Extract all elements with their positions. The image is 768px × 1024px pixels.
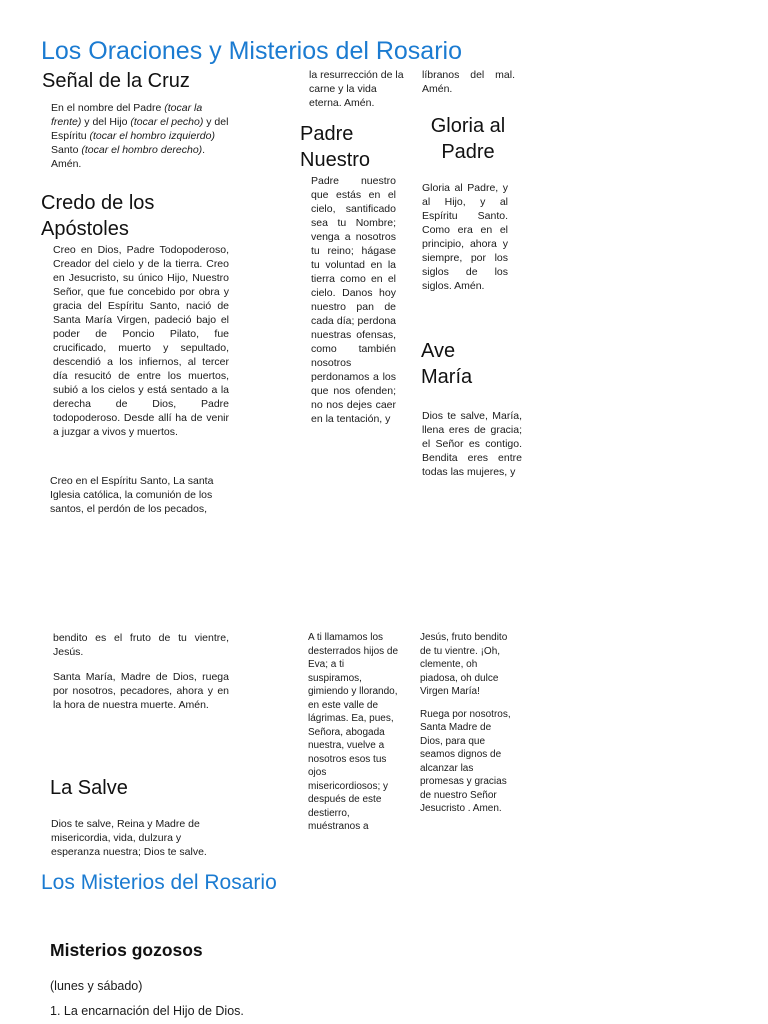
ave-maria-heading: Ave María: [421, 340, 473, 388]
senal-instruction-4: (tocar el hombro derecho): [81, 144, 203, 156]
page-title: Los Oraciones y Misterios del Rosario: [41, 37, 462, 65]
senal-instruction-1: (tocar la frente): [51, 102, 203, 128]
credo-continuation: la resurrección de la carne y la vida eterna. Amén.: [309, 69, 404, 109]
senal-text-3: y del Espíritu: [51, 116, 229, 142]
misterio-item-1: 1. La encarnación del Hijo de Dios.: [50, 1004, 244, 1018]
misterios-gozosos-heading: Misterios gozosos: [50, 940, 203, 960]
credo-paragraph-1: Creo en Dios, Padre Todopoderoso, Creador del cielo y de la tierra. Creo en Jesucristo, su único Hijo, Nuestro Señor, que fue concebido por obra y gracia del Espíritu Santo, nació de Santa María Virgen, padeció bajo el poder de Poncio Pilato, fue crucificado, muerto y sepultado, descendió a los infiernos, al tercer día resucitó de entre los muertos, subió a los cielos y está sentado a la derecha de Dios, Padre todopoderoso. Desde allí ha de venir a juzgar a vivos y muertos.: [53, 244, 229, 438]
misterios-title: Los Misterios del Rosario: [41, 871, 277, 894]
gloria-body: Gloria al Padre, y al Hijo, y al Espíritu Santo. Como era en el principio, ahora y siempre, por los siglos de los siglos. Amén.: [422, 182, 508, 292]
lower-column-1-text: [53, 631, 229, 712]
credo-heading: Credo de los Apóstoles: [41, 192, 155, 240]
santa-maria-body: Santa María, Madre de Dios, ruega por nosotros, pecadores, ahora y en la hora de nuestra muerte. Amén.: [53, 671, 229, 711]
senal-heading: Señal de la Cruz: [42, 70, 190, 92]
credo-paragraph-2: Creo en el Espíritu Santo, La santa Iglesia católica, la comunión de los santos, el perdón de los pecados,: [50, 475, 214, 515]
ave-maria-body: Dios te salve, María, llena eres de gracia; el Señor es contigo. Bendita eres entre todas las mujeres, y: [422, 410, 522, 478]
ruega-body: Ruega por nosotros, Santa Madre de Dios, para que seamos dignos de alcanzar las promesas y gracias de nuestro Señor Jesucristo . Amen.: [420, 708, 511, 814]
padre-nuestro-heading: Padre Nuestro: [300, 123, 371, 171]
padre-nuestro-continuation: líbranos del mal. Amén.: [422, 69, 515, 95]
senal-instruction-3: (tocar el hombro izquierdo): [89, 130, 215, 142]
padre-nuestro-body: Padre nuestro que estás en el cielo, santificado sea tu Nombre; venga a nosotros tu reino; hágase tu voluntad en la tierra como en el cielo. Danos hoy nuestro pan de cada día; perdona nuestras ofensas, como también nosotros perdonamos a los que nos ofenden; no nos dejes caer en la tentación, y: [311, 175, 396, 425]
senal-body: [51, 101, 229, 171]
salve-body: Dios te salve, Reina y Madre de misericordia, vida, dulzura y esperanza nuestra; Dios te salve.: [51, 818, 207, 858]
senal-text-5: . Amén.: [51, 144, 206, 170]
senal-text-2: y del Hijo: [81, 116, 131, 128]
lower-column-3-text: [420, 631, 516, 816]
gloria-heading: Gloria al Padre: [430, 115, 506, 163]
senal-text-1: En el nombre del Padre: [51, 102, 165, 114]
misterios-days: (lunes y sábado): [50, 979, 143, 993]
senal-text-4: Santo: [51, 144, 82, 156]
salve-continuation-2: Jesús, fruto bendito de tu vientre. ¡Oh, clemente, oh piadosa, oh dulce Virgen María!: [420, 632, 508, 697]
salve-heading: La Salve: [50, 777, 128, 799]
ave-maria-continuation: bendito es el fruto de tu vientre, Jesús.: [53, 632, 229, 658]
salve-continuation-1: A ti llamamos los desterrados hijos de Eva; a ti suspiramos, gimiendo y llorando, en este valle de lágrimas. Ea, pues, Señora, abogada nuestra, vuelve a nosotros esos tus ojos misericordiosos; y después de este destierro, muéstranos a: [308, 632, 399, 832]
senal-instruction-2: (tocar el pecho): [130, 116, 204, 128]
